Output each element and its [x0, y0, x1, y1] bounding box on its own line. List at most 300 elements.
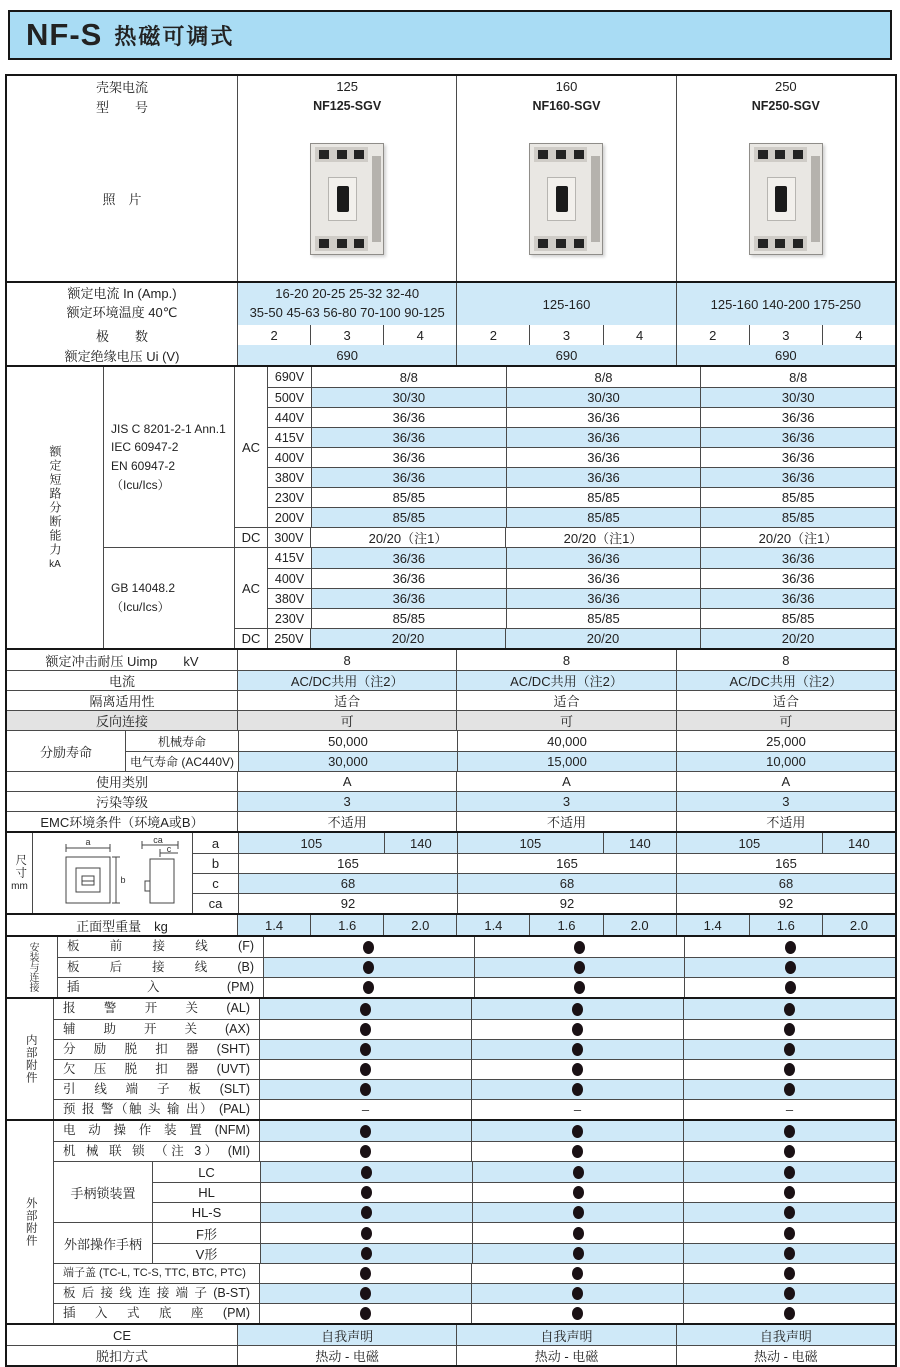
- ac-rows: [267, 367, 895, 527]
- dot-mark: [784, 1307, 795, 1320]
- voltage-cell: 415V: [274, 430, 305, 445]
- dimension-split: [457, 833, 676, 853]
- dot-mark: [785, 941, 796, 954]
- section-band: [7, 913, 895, 935]
- value-cell: 36/36: [506, 468, 701, 487]
- accessory-label: 电 动 操 作 装 置 (NFM): [63, 1123, 250, 1137]
- row-label: 隔离适用性: [89, 694, 155, 709]
- dc-label: DC: [241, 631, 261, 646]
- dot-mark: [572, 1003, 583, 1016]
- value-cell: 不适用: [676, 812, 895, 831]
- value-cell: 20/20（注1）: [505, 528, 700, 547]
- value-cell: 1.4: [457, 915, 529, 935]
- dot-mark: [784, 1247, 795, 1260]
- row-label: 电流: [108, 674, 135, 689]
- value-line: 16-20 20-25 25-32 32-40: [275, 286, 420, 302]
- availability-cell: [263, 958, 474, 977]
- page-banner: [8, 10, 892, 60]
- accessory-label: 欠 压 脱 扣 器 (UVT): [63, 1062, 250, 1076]
- value-cell: 85/85: [311, 508, 506, 527]
- value-cell: 92: [238, 894, 457, 913]
- availability-cell: [472, 1162, 684, 1182]
- value-cell: 36/36: [311, 428, 506, 447]
- weight-group: [456, 915, 675, 935]
- dot-mark: [784, 1043, 795, 1056]
- sub-label: 机械寿命: [157, 734, 206, 749]
- value-cell: 适合: [456, 691, 675, 710]
- availability-cell: [259, 1020, 471, 1039]
- value-cell: 36/36: [700, 548, 895, 568]
- dimension-row: [193, 833, 895, 853]
- standard-line: JIS C 8201-2-1 Ann.1: [111, 421, 226, 436]
- dot-mark: [360, 1287, 371, 1300]
- accessory-label: 机 械 联 锁 （注 3） (MI): [63, 1144, 250, 1158]
- side-flange: [591, 156, 600, 242]
- dot-mark: [363, 981, 374, 994]
- breaking-row: [268, 588, 895, 608]
- availability-cell: [683, 1223, 895, 1243]
- table-row: [7, 1325, 895, 1345]
- voltage-cell: 400V: [274, 450, 305, 465]
- availability-cell: [259, 1040, 471, 1059]
- accessory-row: [54, 1263, 895, 1283]
- value-cell: 15,000: [457, 752, 676, 771]
- dot-mark: [572, 1307, 583, 1320]
- value-cell: 3: [676, 792, 895, 811]
- accessory-label: 插 入 式 底 座 (PM): [63, 1306, 250, 1320]
- accessory-label: 分 励 脱 扣 器 (SHT): [63, 1042, 250, 1056]
- dot-mark: [785, 961, 796, 974]
- availability-cell: [260, 1244, 472, 1263]
- accessory-row: [58, 957, 895, 977]
- availability-cell: [259, 1121, 471, 1141]
- row-label: 脱扣方式: [95, 1349, 148, 1364]
- value-cell: 140: [384, 833, 457, 853]
- weight-group: [676, 915, 895, 935]
- standard-line: GB 14048.2: [111, 581, 176, 596]
- availability-cell: [471, 1264, 683, 1283]
- dimension-key: ca: [208, 896, 223, 911]
- dot-mark: [572, 1287, 583, 1300]
- dot-mark: [572, 1023, 583, 1036]
- dot-mark: [360, 1145, 371, 1158]
- dot-mark: [785, 981, 796, 994]
- photo-cell: [456, 116, 675, 281]
- value-cell: 36/36: [506, 548, 701, 568]
- accessory-row: [54, 1059, 895, 1079]
- section-side-label: [7, 833, 32, 913]
- value-cell: 92: [676, 894, 895, 913]
- value-cell: 85/85: [311, 609, 506, 628]
- value-cell: 10,000: [676, 752, 895, 771]
- front-panel: [547, 177, 576, 221]
- side-label-text: 额定短路分断能力: [48, 445, 62, 557]
- row-label: 型 号: [95, 99, 148, 115]
- value-cell: 36/36: [700, 569, 895, 588]
- value-cell: 3: [237, 792, 456, 811]
- sub-label: HL: [198, 1185, 215, 1200]
- photo-cell: [676, 116, 895, 281]
- photo-cell: [237, 116, 456, 281]
- value-cell: 85/85: [506, 488, 701, 507]
- value-cell: 自我声明: [237, 1325, 456, 1345]
- dot-mark: [784, 1267, 795, 1280]
- availability-cell: [474, 978, 685, 997]
- ac-rows: [267, 548, 895, 628]
- dot-mark: [574, 961, 585, 974]
- accessory-label: 插 入 (PM): [67, 980, 254, 994]
- value-cell: 165: [676, 854, 895, 873]
- row-label: 额定冲击耐压 Uimp kV: [45, 653, 199, 669]
- table-row: [7, 96, 895, 116]
- section-band: [7, 935, 895, 997]
- ac-label: AC: [241, 580, 261, 596]
- availability-cell: [259, 1304, 471, 1323]
- availability-cell: [471, 1304, 683, 1323]
- availability-cell: [683, 1020, 895, 1039]
- svg-text:b: b: [119, 875, 126, 885]
- accessory-row: [58, 977, 895, 997]
- toggle-handle: [556, 186, 568, 212]
- table-row: [7, 791, 895, 811]
- dot-mark: [784, 1206, 795, 1219]
- terminal-slot: [793, 150, 803, 159]
- voltage-cell: 500V: [274, 390, 305, 405]
- table-row: [7, 811, 895, 831]
- value-cell: 85/85: [506, 508, 701, 527]
- value-cell: AC/DC共用（注2）: [456, 671, 675, 690]
- dot-mark: [573, 1227, 584, 1240]
- standard-cell: [104, 548, 234, 648]
- value-cell: 690: [456, 345, 675, 365]
- value-cell: 20/20: [310, 629, 505, 648]
- accessory-row: [54, 1019, 895, 1039]
- availability-cell: [683, 1040, 895, 1059]
- dimension-drawing: [38, 835, 188, 911]
- sub-label: V形: [195, 1247, 218, 1262]
- accessory-row: [54, 999, 895, 1019]
- photo-row: [7, 116, 895, 281]
- value-cell: 140: [822, 833, 895, 853]
- dot-mark: [360, 1125, 371, 1138]
- terminal-slot: [758, 239, 768, 248]
- dot-mark: [360, 1063, 371, 1076]
- terminal-slot: [556, 150, 566, 159]
- dimension-split: [676, 833, 895, 853]
- dot-mark: [784, 1125, 795, 1138]
- dot-mark: [573, 1206, 584, 1219]
- not-available-cell: –: [471, 1100, 683, 1119]
- availability-cell: [471, 1142, 683, 1161]
- table-row: [7, 345, 895, 365]
- value-cell: 30/30: [506, 388, 701, 407]
- terminal-slot: [574, 239, 584, 248]
- sub-label: LC: [198, 1164, 215, 1180]
- dc-row: [235, 628, 895, 648]
- availability-cell: [472, 1183, 684, 1202]
- value-cell: 2.0: [822, 915, 895, 935]
- terminal-slot: [556, 239, 566, 248]
- availability-cell: [260, 1162, 472, 1182]
- value-cell: 36/36: [700, 468, 895, 487]
- value-cell: 36/36: [700, 428, 895, 447]
- value-cell: 2.0: [603, 915, 676, 935]
- value-cell: 4: [603, 325, 676, 345]
- value-cell: 1.6: [749, 915, 822, 935]
- row-label: 极 数: [95, 328, 148, 344]
- dot-mark: [784, 1063, 795, 1076]
- voltage-cell: 200V: [274, 510, 305, 525]
- value-cell: 68: [238, 874, 457, 893]
- value-cell: 30/30: [311, 388, 506, 407]
- value-cell: 8: [676, 650, 895, 670]
- ac-block: [235, 548, 895, 628]
- row-label: 反向连接: [7, 711, 237, 730]
- availability-cell: [471, 1284, 683, 1303]
- availability-cell: [259, 1142, 471, 1161]
- availability-cell: [471, 1121, 683, 1141]
- row-label: 额定绝缘电压 Ui (V): [64, 348, 180, 364]
- toggle-handle: [337, 186, 349, 212]
- section-band: [7, 76, 895, 281]
- voltage-cell: 300V: [267, 528, 310, 547]
- value-cell: NF250-SGV: [676, 96, 895, 116]
- breaking-row: [268, 548, 895, 568]
- availability-cell: [683, 1121, 895, 1141]
- dot-mark: [572, 1125, 583, 1138]
- not-available-cell: –: [259, 1100, 471, 1119]
- terminal-slot: [354, 239, 364, 248]
- value-cell: 3: [310, 325, 383, 345]
- row-label: EMC环境条件（环境A或B）: [40, 815, 204, 830]
- terminal-strip: [754, 236, 807, 251]
- terminal-slot: [793, 239, 803, 248]
- label-line: 额定电流 In (Amp.): [67, 286, 177, 302]
- terminal-slot: [319, 239, 329, 248]
- dot-mark: [574, 941, 585, 954]
- value-cell: A: [676, 772, 895, 791]
- value-cell: 2: [270, 327, 278, 343]
- value-cell: 30,000: [238, 752, 457, 771]
- value-cell: 36/36: [311, 548, 506, 568]
- voltage-cell: 690V: [274, 370, 305, 384]
- dot-mark: [784, 1287, 795, 1300]
- life-rows: [125, 731, 895, 771]
- value-cell: 热动 - 电磁: [456, 1346, 675, 1365]
- availability-cell: [683, 1203, 895, 1222]
- availability-cell: [471, 999, 683, 1019]
- ac-block: [235, 367, 895, 527]
- value-cell: 85/85: [506, 609, 701, 628]
- breaking-row: [268, 467, 895, 487]
- standard-groups: [103, 367, 895, 648]
- side-label-unit: mm: [11, 881, 28, 892]
- breaking-row: [268, 407, 895, 427]
- standard-line: IEC 60947-2: [111, 440, 179, 455]
- side-label-text: 尺寸: [14, 854, 27, 879]
- value-cell: 2: [489, 327, 497, 343]
- side-label-unit: kA: [49, 559, 61, 570]
- value-cell: 8/8: [311, 367, 506, 387]
- availability-cell: [683, 1080, 895, 1099]
- breaking-row: [268, 487, 895, 507]
- value-cell: 85/85: [311, 488, 506, 507]
- value-cell: 92: [457, 894, 676, 913]
- section-band: [7, 1323, 895, 1365]
- rated-current-row: [7, 283, 895, 325]
- availability-cell: [260, 1203, 472, 1222]
- accessory-label: 板 后 接 线 (B): [67, 960, 254, 974]
- value-cell: 165: [457, 854, 676, 873]
- dimension-key: b: [211, 856, 220, 871]
- breaking-row: [268, 507, 895, 527]
- terminal-slot: [538, 150, 548, 159]
- dot-mark: [573, 1166, 584, 1179]
- accessory-row: [54, 1141, 895, 1161]
- terminal-slot: [574, 150, 584, 159]
- terminal-slot: [775, 150, 785, 159]
- standard-group: [104, 547, 895, 648]
- accessory-row: [54, 1079, 895, 1099]
- accessory-sub-row: [153, 1162, 895, 1182]
- pole-group: [237, 325, 456, 345]
- accessory-row: [54, 1039, 895, 1059]
- dot-mark: [360, 1023, 371, 1036]
- accessory-sub-row: [153, 1243, 895, 1263]
- value-cell: 适合: [676, 691, 895, 710]
- availability-cell: [471, 1060, 683, 1079]
- accessory-sub-row: [153, 1202, 895, 1222]
- value-cell: 140: [603, 833, 676, 853]
- accessory-rows: [57, 937, 895, 997]
- availability-cell: [260, 1223, 472, 1243]
- section-band: [7, 1119, 895, 1323]
- voltage-cell: 400V: [274, 571, 305, 586]
- value-cell: 20/20: [700, 629, 895, 648]
- value-cell: 3: [456, 792, 675, 811]
- group-rows: [152, 1223, 895, 1263]
- group-rows: [234, 548, 895, 648]
- accessory-row: [54, 1303, 895, 1323]
- availability-cell: [683, 1142, 895, 1161]
- standard-line: EN 60947-2: [111, 459, 176, 473]
- availability-cell: [260, 1183, 472, 1202]
- value-cell: 20/20（注1）: [310, 528, 505, 547]
- voltage-cell: 230V: [274, 611, 305, 626]
- value-cell: 36/36: [311, 448, 506, 467]
- group-label: 手柄锁装置: [70, 1185, 136, 1201]
- value-cell: 690: [676, 345, 895, 365]
- accessory-label: 辅 助 开 关 (AX): [63, 1022, 250, 1036]
- standard-group: [104, 367, 895, 547]
- value-cell: [237, 283, 456, 325]
- value-cell: 3: [529, 325, 602, 345]
- group-rows: [152, 1162, 895, 1222]
- value-cell: 125-160: [456, 283, 675, 325]
- accessory-group: [54, 1222, 895, 1263]
- table-row: [7, 690, 895, 710]
- series-subtitle: 热磁可调式: [114, 23, 235, 49]
- side-flange: [372, 156, 381, 242]
- value-cell: 105: [458, 833, 603, 853]
- availability-cell: [683, 1264, 895, 1283]
- dot-mark: [572, 1063, 583, 1076]
- value-cell: 热动 - 电磁: [676, 1346, 895, 1365]
- value-cell: 160: [456, 76, 675, 96]
- value-cell: 125: [237, 76, 456, 96]
- section-band: [7, 281, 895, 365]
- terminal-strip: [754, 147, 807, 162]
- value-cell: 可: [237, 711, 456, 730]
- terminal-strip: [315, 236, 368, 251]
- row-label: CE: [112, 1327, 132, 1343]
- value-cell: 85/85: [700, 508, 895, 527]
- side-label-text: 外部附件: [24, 1197, 37, 1247]
- availability-cell: [259, 1284, 471, 1303]
- accessory-label: 板 后 接 线 连 接 端 子 (B-ST): [63, 1286, 250, 1300]
- life-row: [126, 751, 895, 771]
- dot-mark: [361, 1247, 372, 1260]
- value-cell: AC/DC共用（注2）: [237, 671, 456, 690]
- accessory-group: [54, 1161, 895, 1222]
- value-cell: 20/20: [505, 629, 700, 648]
- dot-mark: [360, 1083, 371, 1096]
- dot-mark: [360, 1003, 371, 1016]
- value-cell: 125-160 140-200 175-250: [676, 283, 895, 325]
- row-label: 污染等级: [95, 795, 148, 810]
- row-label: 照 片: [102, 192, 142, 207]
- availability-cell: [263, 978, 474, 997]
- availability-cell: [259, 1264, 471, 1283]
- section-band: [7, 997, 895, 1119]
- value-cell: 68: [457, 874, 676, 893]
- availability-cell: [472, 1244, 684, 1263]
- dot-mark: [572, 1145, 583, 1158]
- availability-cell: [472, 1223, 684, 1243]
- availability-cell: [683, 999, 895, 1019]
- row-label: 使用类别: [95, 775, 148, 790]
- value-cell: 自我声明: [676, 1325, 895, 1345]
- weight-row: [7, 915, 895, 935]
- value-cell: 1.6: [310, 915, 383, 935]
- accessory-label: 预 报 警（触 头 输 出） (PAL): [63, 1102, 250, 1116]
- dot-mark: [784, 1083, 795, 1096]
- terminal-slot: [775, 239, 785, 248]
- dot-mark: [363, 961, 374, 974]
- side-label-text: 安装与连接: [27, 942, 38, 992]
- dot-mark: [784, 1227, 795, 1240]
- dc-row: [235, 527, 895, 547]
- availability-cell: [471, 1080, 683, 1099]
- value-cell: 85/85: [700, 609, 895, 628]
- dot-mark: [572, 1267, 583, 1280]
- value-cell: 30/30: [700, 388, 895, 407]
- breaking-row: [268, 367, 895, 387]
- value-cell: NF125-SGV: [237, 96, 456, 116]
- value-cell: 不适用: [237, 812, 456, 831]
- dimension-split: [238, 833, 457, 853]
- side-label-text: 内部附件: [24, 1034, 37, 1084]
- dot-mark: [361, 1186, 372, 1199]
- breaking-row: [268, 387, 895, 407]
- life-row: [126, 731, 895, 751]
- dot-mark: [574, 981, 585, 994]
- sub-label: HL-S: [191, 1205, 222, 1220]
- label-line: 额定环境温度 40℃: [66, 305, 178, 320]
- value-cell: 自我声明: [456, 1325, 675, 1345]
- standard-cell: [104, 367, 234, 547]
- value-cell: 可: [676, 711, 895, 730]
